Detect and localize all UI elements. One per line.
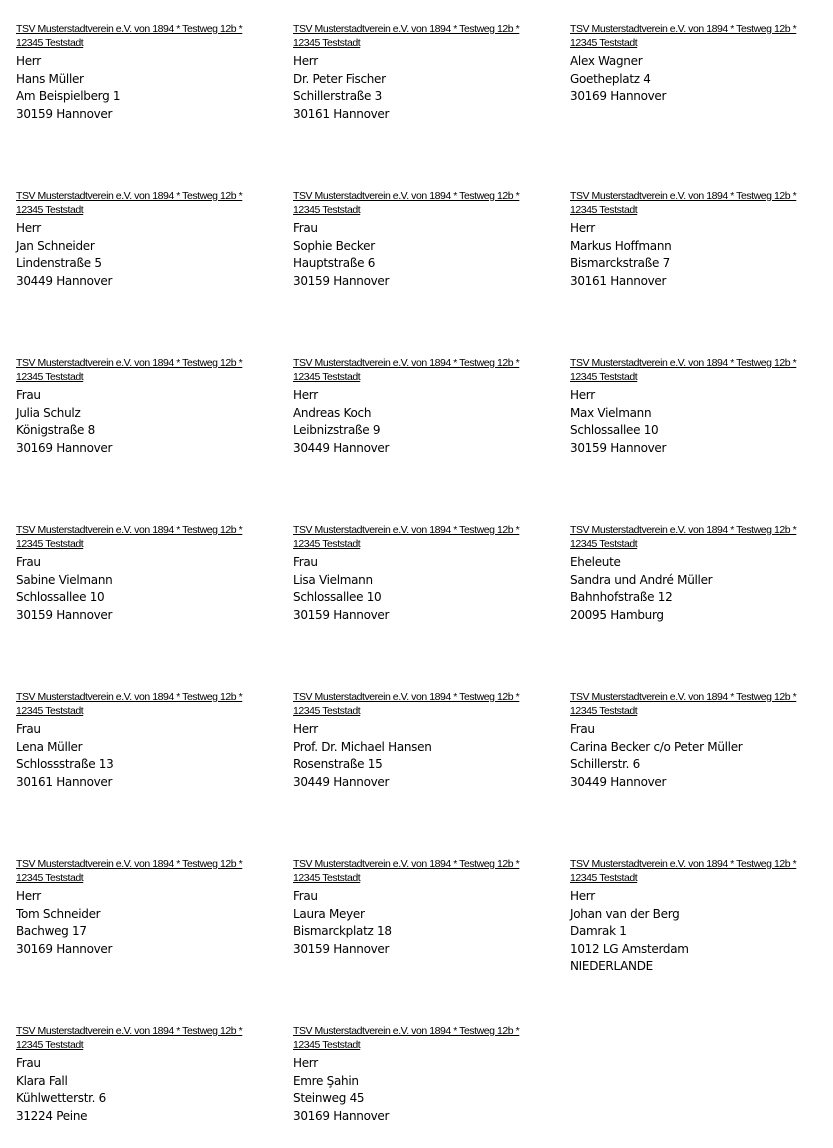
address-line: Schlossallee 10 <box>570 423 659 438</box>
sender-city-line: 12345 Teststadt <box>570 37 638 49</box>
address-line: Johan van der Berg <box>570 906 680 921</box>
sender-city-line: 12345 Teststadt <box>16 872 84 884</box>
sender-line: TSV Musterstadtverein e.V. von 1894 * Testweg 12b * <box>16 858 243 870</box>
sender-line: TSV Musterstadtverein e.V. von 1894 * Testweg 12b * <box>16 1025 243 1037</box>
recipient-address <box>570 888 832 976</box>
address-line: Schlossstraße 13 <box>16 757 114 772</box>
address-line: 30449 Hannover <box>293 440 390 455</box>
address-line: Alex Wagner <box>570 54 643 68</box>
address-line: 30169 Hannover <box>16 440 113 455</box>
sender-city-line: 12345 Teststadt <box>16 204 84 216</box>
address-label <box>570 523 832 624</box>
address-label <box>570 857 832 976</box>
recipient-address <box>570 220 832 290</box>
sender-city-line: 12345 Teststadt <box>16 371 84 383</box>
sender-city-line: 12345 Teststadt <box>293 538 361 550</box>
sender-city-line: 12345 Teststadt <box>293 37 361 49</box>
sender-city-line: 12345 Teststadt <box>16 37 84 49</box>
address-line: Schillerstr. 6 <box>570 757 640 772</box>
address-line: Andreas Koch <box>293 405 372 420</box>
sender-city-line: 12345 Teststadt <box>570 705 638 717</box>
address-label <box>16 857 278 958</box>
address-line: Frau <box>570 722 595 736</box>
address-label <box>293 1024 555 1125</box>
address-line: Schlossallee 10 <box>293 590 382 605</box>
address-line: 1012 LG Amsterdam <box>570 941 689 956</box>
recipient-address <box>293 1055 555 1125</box>
recipient-address <box>570 53 832 106</box>
sender-line: TSV Musterstadtverein e.V. von 1894 * Testweg 12b * <box>293 357 520 369</box>
address-line: Herr <box>16 221 41 235</box>
address-line: Dr. Peter Fischer <box>293 71 386 86</box>
address-label <box>16 1024 278 1125</box>
sender-line: TSV Musterstadtverein e.V. von 1894 * Testweg 12b * <box>570 524 797 536</box>
sender-line: TSV Musterstadtverein e.V. von 1894 * Testweg 12b * <box>293 190 520 202</box>
recipient-address <box>16 387 278 457</box>
address-line: Laura Meyer <box>293 906 365 921</box>
sender-line: TSV Musterstadtverein e.V. von 1894 * Testweg 12b * <box>570 190 797 202</box>
sender-line: TSV Musterstadtverein e.V. von 1894 * Testweg 12b * <box>293 524 520 536</box>
address-line: Eheleute <box>570 555 621 569</box>
sender-line: TSV Musterstadtverein e.V. von 1894 * Testweg 12b * <box>570 23 797 35</box>
recipient-address <box>570 721 832 791</box>
address-line: Kühlwetterstr. 6 <box>16 1091 106 1106</box>
address-line: 31224 Peine <box>16 1108 88 1123</box>
recipient-address <box>16 888 278 958</box>
sender-line: TSV Musterstadtverein e.V. von 1894 * Testweg 12b * <box>293 23 520 35</box>
sender-line: TSV Musterstadtverein e.V. von 1894 * Testweg 12b * <box>293 858 520 870</box>
address-line: Sandra und André Müller <box>570 572 713 587</box>
recipient-address <box>16 53 278 123</box>
address-line: 30169 Hannover <box>16 941 113 956</box>
sender-line: TSV Musterstadtverein e.V. von 1894 * Testweg 12b * <box>293 691 520 703</box>
address-line: Herr <box>293 1056 318 1070</box>
recipient-address <box>293 721 555 791</box>
sender-city-line: 12345 Teststadt <box>570 204 638 216</box>
recipient-address <box>293 888 555 958</box>
address-line: 30449 Hannover <box>570 774 667 789</box>
address-label <box>293 356 555 457</box>
address-line: Herr <box>16 54 41 68</box>
address-line: Sophie Becker <box>293 238 375 253</box>
address-line: 30449 Hannover <box>16 273 113 288</box>
address-line: Frau <box>293 555 318 569</box>
sender-line: TSV Musterstadtverein e.V. von 1894 * Testweg 12b * <box>570 858 797 870</box>
address-line: Hans Müller <box>16 71 84 86</box>
address-line: 30169 Hannover <box>293 1108 390 1123</box>
recipient-address <box>293 554 555 624</box>
address-line: Bachweg 17 <box>16 924 87 939</box>
address-line: Frau <box>293 221 318 235</box>
address-label <box>16 690 278 791</box>
address-line: Herr <box>16 889 41 903</box>
address-line: Sabine Vielmann <box>16 572 113 587</box>
address-label <box>570 356 832 457</box>
recipient-address <box>570 387 832 457</box>
sender-line: TSV Musterstadtverein e.V. von 1894 * Testweg 12b * <box>570 357 797 369</box>
sender-line: TSV Musterstadtverein e.V. von 1894 * Testweg 12b * <box>16 190 243 202</box>
address-line: Herr <box>570 388 595 402</box>
address-line: 30159 Hannover <box>293 607 390 622</box>
address-line: Markus Hoffmann <box>570 238 672 253</box>
address-line: Lindenstraße 5 <box>16 256 102 271</box>
sender-line: TSV Musterstadtverein e.V. von 1894 * Testweg 12b * <box>16 357 243 369</box>
address-line: Frau <box>16 722 41 736</box>
recipient-address <box>570 554 832 624</box>
address-label <box>293 22 555 123</box>
address-line: NIEDERLANDE <box>570 959 653 974</box>
address-label <box>16 189 278 290</box>
sender-city-line: 12345 Teststadt <box>16 538 84 550</box>
sender-city-line: 12345 Teststadt <box>293 371 361 383</box>
address-line: Bismarckplatz 18 <box>293 924 392 939</box>
address-line: Herr <box>293 54 318 68</box>
recipient-address <box>16 721 278 791</box>
sender-line: TSV Musterstadtverein e.V. von 1894 * Testweg 12b * <box>16 691 243 703</box>
address-line: Klara Fall <box>16 1073 68 1088</box>
sender-city-line: 12345 Teststadt <box>570 872 638 884</box>
address-line: Herr <box>570 889 595 903</box>
address-label <box>293 523 555 624</box>
address-line: Carina Becker c/o Peter Müller <box>570 739 743 754</box>
address-line: Herr <box>293 722 318 736</box>
address-label <box>293 189 555 290</box>
address-line: Lena Müller <box>16 739 83 754</box>
address-label <box>570 189 832 290</box>
recipient-address <box>16 220 278 290</box>
recipient-address <box>16 554 278 624</box>
address-line: 30159 Hannover <box>16 106 113 121</box>
address-line: Max Vielmann <box>570 405 652 420</box>
address-line: 30449 Hannover <box>293 774 390 789</box>
address-line: Tom Schneider <box>16 906 101 921</box>
address-line: Rosenstraße 15 <box>293 757 383 772</box>
address-line: Julia Schulz <box>16 405 81 420</box>
recipient-address <box>293 220 555 290</box>
address-line: 30161 Hannover <box>293 106 390 121</box>
recipient-address <box>293 387 555 457</box>
sender-city-line: 12345 Teststadt <box>16 1039 84 1051</box>
sender-line: TSV Musterstadtverein e.V. von 1894 * Testweg 12b * <box>570 691 797 703</box>
address-line: Am Beispielberg 1 <box>16 89 121 104</box>
address-line: Herr <box>570 221 595 235</box>
sender-city-line: 12345 Teststadt <box>293 204 361 216</box>
address-line: Frau <box>16 555 41 569</box>
address-label <box>16 523 278 624</box>
sender-city-line: 12345 Teststadt <box>16 705 84 717</box>
address-line: Bahnhofstraße 12 <box>570 590 673 605</box>
sender-city-line: 12345 Teststadt <box>570 538 638 550</box>
sender-line: TSV Musterstadtverein e.V. von 1894 * Testweg 12b * <box>293 1025 520 1037</box>
address-line: Herr <box>293 388 318 402</box>
address-line: 30159 Hannover <box>293 273 390 288</box>
address-line: 30169 Hannover <box>570 89 667 104</box>
address-line: 30159 Hannover <box>570 440 667 455</box>
address-label <box>570 22 832 106</box>
address-label <box>570 690 832 791</box>
sender-line: TSV Musterstadtverein e.V. von 1894 * Testweg 12b * <box>16 524 243 536</box>
address-line: Prof. Dr. Michael Hansen <box>293 739 432 754</box>
sender-city-line: 12345 Teststadt <box>570 371 638 383</box>
sender-city-line: 12345 Teststadt <box>293 1039 361 1051</box>
address-line: Goetheplatz 4 <box>570 71 651 86</box>
recipient-address <box>293 53 555 123</box>
address-label <box>16 356 278 457</box>
sender-city-line: 12345 Teststadt <box>293 705 361 717</box>
address-line: 30159 Hannover <box>16 607 113 622</box>
address-line: 20095 Hamburg <box>570 607 664 622</box>
address-label <box>293 857 555 958</box>
address-line: Frau <box>16 388 41 402</box>
address-line: Leibnizstraße 9 <box>293 423 381 438</box>
address-line: Lisa Vielmann <box>293 572 373 587</box>
address-line: 30159 Hannover <box>293 941 390 956</box>
address-line: 30161 Hannover <box>16 774 113 789</box>
address-line: Steinweg 45 <box>293 1091 365 1106</box>
address-line: Schlossallee 10 <box>16 590 105 605</box>
recipient-address <box>16 1055 278 1125</box>
address-line: Schillerstraße 3 <box>293 89 382 104</box>
address-line: Frau <box>16 1056 41 1070</box>
address-label <box>293 690 555 791</box>
address-line: Königstraße 8 <box>16 423 95 438</box>
address-line: Hauptstraße 6 <box>293 256 376 271</box>
address-line: Damrak 1 <box>570 924 627 939</box>
address-line: Emre Şahin <box>293 1073 359 1088</box>
sender-line: TSV Musterstadtverein e.V. von 1894 * Testweg 12b * <box>16 23 243 35</box>
sender-city-line: 12345 Teststadt <box>293 872 361 884</box>
address-line: Bismarckstraße 7 <box>570 256 670 271</box>
address-line: Jan Schneider <box>16 238 95 253</box>
address-label <box>16 22 278 123</box>
address-line: Frau <box>293 889 318 903</box>
address-line: 30161 Hannover <box>570 273 667 288</box>
